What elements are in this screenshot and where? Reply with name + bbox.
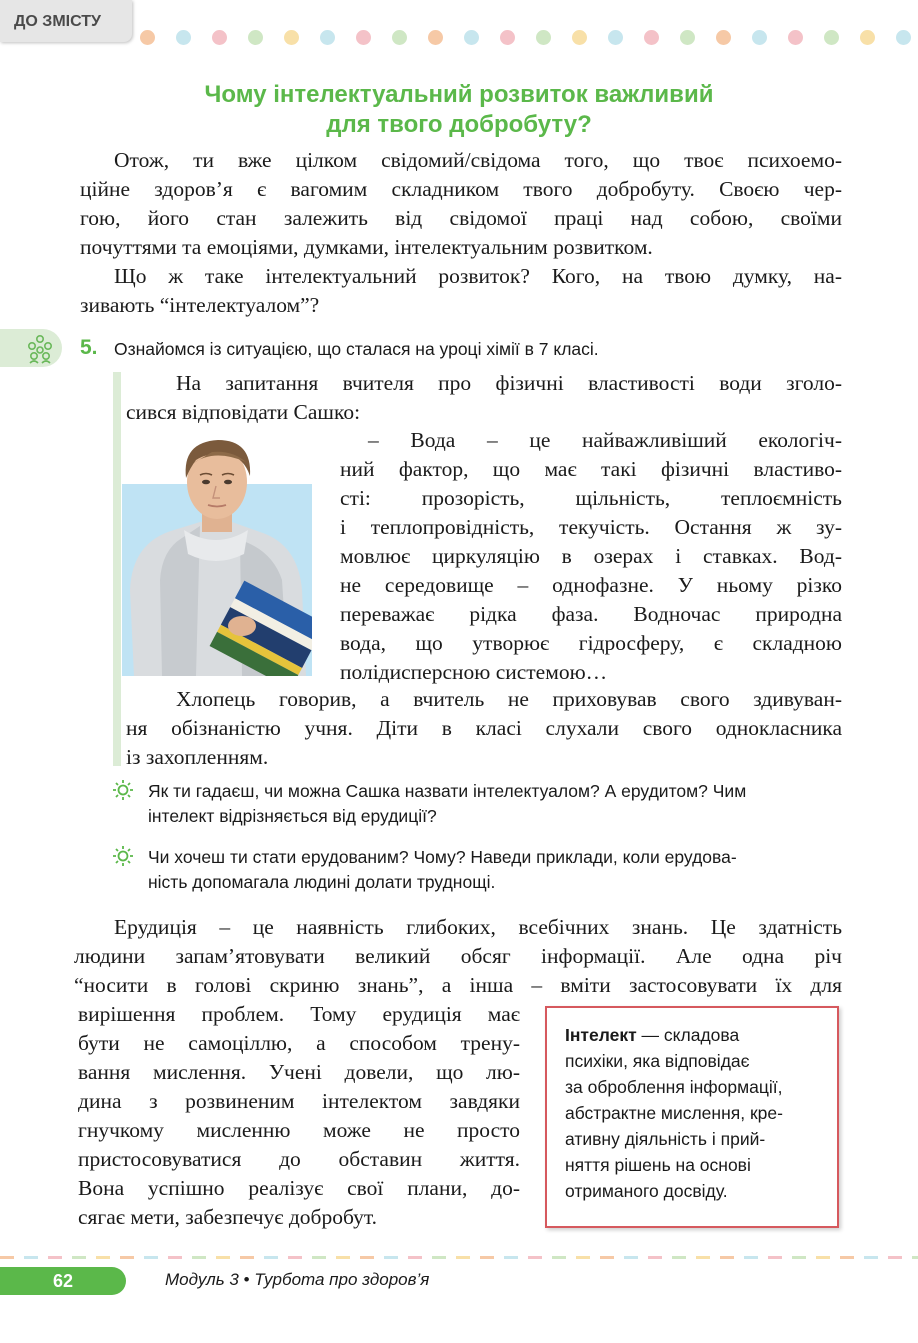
text-line: Вона успішно реалізує свої плани, до- xyxy=(78,1176,520,1200)
decorative-dot xyxy=(716,30,731,45)
text-line: ний фактор, що має такі фізичні властиво- xyxy=(340,457,842,481)
text-line: бути не самоціллю, а способом трену- xyxy=(78,1031,520,1055)
dash-segment xyxy=(816,1256,830,1259)
dash-segment xyxy=(312,1256,326,1259)
definition-line-5: ативну діяльність і прий- xyxy=(565,1129,766,1149)
definition-box xyxy=(545,1006,839,1228)
dash-segment xyxy=(504,1256,518,1259)
text-line: сягає мети, забезпечує добробут. xyxy=(78,1205,378,1229)
text-line: переважає рідка фаза. Водночас природна xyxy=(340,602,842,626)
dash-segment xyxy=(48,1256,62,1259)
text-line: На запитання вчителя про фізичні властивості води зголо- xyxy=(176,371,842,395)
section-title-line1: Чому інтелектуальний розвиток важливий xyxy=(204,81,714,108)
dash-segment xyxy=(744,1256,758,1259)
dash-segment xyxy=(840,1256,854,1259)
text-line: “носити в голові скриню знань”, а інша – вміти застосовувати їх для xyxy=(74,973,842,997)
dash-segment xyxy=(0,1256,14,1259)
text-line: дина з розвиненим інтелектом завдяки xyxy=(78,1089,520,1113)
text-line: Що ж таке інтелектуальний розвиток? Кого, на твою думку, на- xyxy=(114,264,842,288)
decorative-dot xyxy=(608,30,623,45)
decorative-dot xyxy=(680,30,695,45)
question-1-line1: Як ти гадаєш, чи можна Сашка назвати інтелектуалом? А ерудитом? Чим xyxy=(148,781,747,801)
section-title-line2: для твого добробуту? xyxy=(326,111,592,138)
definition-line-3: за оброблення інформації, xyxy=(565,1077,783,1097)
dash-segment xyxy=(456,1256,470,1259)
dash-segment xyxy=(672,1256,686,1259)
dash-segment xyxy=(264,1256,278,1259)
dash-segment xyxy=(576,1256,590,1259)
decorative-dot xyxy=(428,30,443,45)
decorative-dot xyxy=(464,30,479,45)
dash-segment xyxy=(336,1256,350,1259)
dash-segment xyxy=(240,1256,254,1259)
text-line: пристосовуватися до обставин життя. xyxy=(78,1147,520,1171)
question-2-line1: Чи хочеш ти стати ерудованим? Чому? Наведи приклади, коли ерудова- xyxy=(148,847,737,867)
footer-dashed-divider xyxy=(0,1256,918,1260)
decorative-dot xyxy=(788,30,803,45)
decorative-dot xyxy=(860,30,875,45)
text-line: ційне здоров’я є вагомим складником твого добробуту. Своєю чер- xyxy=(80,177,842,201)
text-line: людини запам’ятовувати великий обсяг інформації. Але одна річ xyxy=(74,944,842,968)
dash-segment xyxy=(432,1256,446,1259)
definition-term: Інтелект xyxy=(565,1025,637,1045)
text-line: вода, що утворює гідросферу, є складною xyxy=(340,631,842,655)
dash-segment xyxy=(216,1256,230,1259)
text-line: із захопленням. xyxy=(126,745,269,769)
dash-segment xyxy=(120,1256,134,1259)
dash-segment xyxy=(24,1256,38,1259)
definition-line-2: психіки, яка відповідає xyxy=(565,1051,750,1071)
dash-segment xyxy=(600,1256,614,1259)
dash-segment xyxy=(528,1256,542,1259)
decorative-dot xyxy=(356,30,371,45)
section-title xyxy=(100,80,818,140)
question-2-line2: ність допомагала людині долати труднощі. xyxy=(148,872,496,892)
dash-segment xyxy=(912,1256,918,1259)
intro-paragraph-2 xyxy=(80,262,842,320)
text-line: – Вода – це найважливіший екологіч- xyxy=(368,428,842,452)
decorative-dot xyxy=(572,30,587,45)
story-sidebar-bar xyxy=(113,372,121,766)
decorative-dot xyxy=(824,30,839,45)
story-outro xyxy=(126,685,842,772)
decorative-dot xyxy=(752,30,767,45)
question-1 xyxy=(148,779,848,829)
text-line: гою, його стан залежить від свідомої праці над собою, своїми xyxy=(80,206,842,230)
definition-text xyxy=(565,1022,827,1204)
decorative-dot xyxy=(320,30,335,45)
text-line: вирішення проблем. Тому ерудиція має xyxy=(78,1002,520,1026)
text-line: не середовище – однофазне. У ньому різко xyxy=(340,573,842,597)
text-line: гнучкому мисленню може не просто xyxy=(78,1118,520,1142)
dash-segment xyxy=(552,1256,566,1259)
student-photo xyxy=(122,430,312,676)
lightbulb-icon xyxy=(112,779,134,801)
dash-segment xyxy=(888,1256,902,1259)
text-line: Отож, ти вже цілком свідомий/свідома того, що твоє психоемо- xyxy=(114,148,842,172)
toc-button[interactable]: ДО ЗМІСТУ xyxy=(0,0,132,42)
task-number: 5. xyxy=(80,336,98,359)
dash-segment xyxy=(864,1256,878,1259)
question-2 xyxy=(148,845,848,895)
decorative-dot xyxy=(248,30,263,45)
dash-segment xyxy=(624,1256,638,1259)
question-1-line2: інтелект відрізняється від ерудиції? xyxy=(148,806,437,826)
text-line: Хлопець говорив, а вчитель не приховував свого здивуван- xyxy=(176,687,842,711)
dash-segment xyxy=(720,1256,734,1259)
text-line: полідисперсною системою… xyxy=(340,660,608,684)
running-footer: Модуль 3 • Турбота про здоров’я xyxy=(165,1270,430,1289)
definition-line-7: отриманого досвіду. xyxy=(565,1181,728,1201)
dash-segment xyxy=(648,1256,662,1259)
dash-segment xyxy=(360,1256,374,1259)
intro-paragraph-1 xyxy=(80,146,842,262)
decorative-dot xyxy=(536,30,551,45)
decorative-dot xyxy=(392,30,407,45)
story-speech xyxy=(340,426,842,687)
text-line: зивають “інтелектуалом”? xyxy=(80,293,320,317)
erudition-paragraph-top xyxy=(74,913,842,1000)
decorative-dot xyxy=(896,30,911,45)
decorative-dot xyxy=(284,30,299,45)
text-line: ня обізнаністю учня. Діти в класі слухали свого однокласника xyxy=(126,716,842,740)
dash-segment xyxy=(72,1256,86,1259)
decorative-dot xyxy=(212,30,227,45)
dash-segment xyxy=(408,1256,422,1259)
dash-segment xyxy=(96,1256,110,1259)
page-number: 62 xyxy=(0,1267,126,1295)
text-line: Ерудиція – це наявність глибоких, всебічних знань. Це здатність xyxy=(114,915,842,939)
text-line: і теплопровідність, текучість. Остання ж зу- xyxy=(340,515,842,539)
dash-segment xyxy=(288,1256,302,1259)
decorative-dot xyxy=(176,30,191,45)
decorative-dot xyxy=(500,30,515,45)
dash-segment xyxy=(792,1256,806,1259)
decorative-dots xyxy=(140,30,910,46)
text-line: мовлює циркуляцію в озерах і ставках. Вод- xyxy=(340,544,842,568)
dash-segment xyxy=(168,1256,182,1259)
group-people-icon xyxy=(0,329,62,367)
dash-segment xyxy=(480,1256,494,1259)
task-text: Ознайомся із ситуацією, що сталася на уроці хімії в 7 класі. xyxy=(114,339,599,359)
text-line: вання мислення. Учені довели, що лю- xyxy=(78,1060,520,1084)
erudition-paragraph-bottom xyxy=(78,1000,520,1232)
text-line: почуттями та емоціями, думками, інтелектуальним розвитком. xyxy=(80,235,653,259)
dash-segment xyxy=(384,1256,398,1259)
dash-segment xyxy=(192,1256,206,1259)
dash-segment xyxy=(696,1256,710,1259)
dash-segment xyxy=(144,1256,158,1259)
definition-line-4: абстрактне мислення, кре- xyxy=(565,1103,783,1123)
decorative-dot xyxy=(140,30,155,45)
text-line: сився відповідати Сашко: xyxy=(126,400,361,424)
lightbulb-icon xyxy=(112,845,134,867)
definition-line-1: — складова xyxy=(636,1025,740,1045)
story-intro xyxy=(126,369,842,427)
dash-segment xyxy=(768,1256,782,1259)
text-line: сті: прозорість, щільність, теплоємність xyxy=(340,486,842,510)
definition-line-6: няття рішень на основі xyxy=(565,1155,751,1175)
decorative-dot xyxy=(644,30,659,45)
